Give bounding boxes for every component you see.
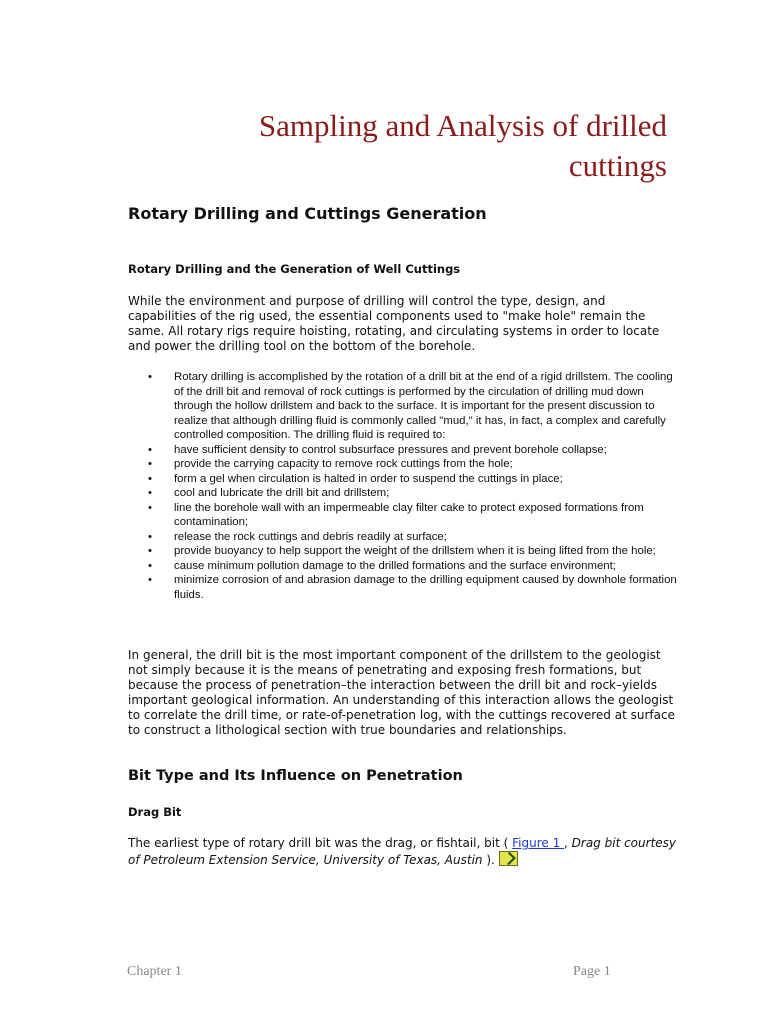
list-item: • cool and lubricate the drill bit and drillstem; [148, 486, 678, 501]
figure-caption: Drag bit courtesy of Petroleum Extension Service, University of Texas, Austin [128, 836, 677, 867]
drag-bit-text-end: ). [482, 853, 495, 867]
title-line-1: Sampling and Analysis of drilled [258, 108, 667, 143]
drag-bit-text-start: The earliest type of rotary drill bit was the drag, or fishtail, bit ( [128, 836, 513, 850]
list-item: • cause minimum pollution damage to the drilled formations and the surface environment; [148, 559, 678, 574]
list-item: • minimize corrosion of and abrasion damage to the drilling equipment caused by downhole formation fluids. [148, 573, 678, 602]
list-item: • provide the carrying capacity to remove rock cuttings from the hole; [148, 457, 678, 472]
intro-paragraph: While the environment and purpose of drilling will control the type, design, and capabilities of the rig used, the essential components used to "make hole" remain the same. All rotary rigs require hoisting, rotating, and circulating systems in order to locate and power the drilling tool on the bottom of the borehole. [128, 294, 660, 353]
subsection-heading: Rotary Drilling and the Generation of Well Cuttings [128, 262, 461, 276]
figure-separator: , [564, 836, 572, 850]
list-item: • release the rock cuttings and debris readily at surface; [148, 530, 678, 545]
list-item: • form a gel when circulation is halted in order to suspend the cuttings in place; [148, 472, 678, 487]
section-heading: Rotary Drilling and Cuttings Generation [128, 204, 487, 223]
list-item: • provide buoyancy to help support the weight of the drillstem when it is being lifted from the hole; [148, 544, 678, 559]
figure-1-link[interactable]: Figure 1 [512, 836, 565, 850]
drilling-fluid-list [148, 370, 678, 602]
document-title [147, 106, 667, 186]
drag-bit-heading: Drag Bit [128, 805, 182, 819]
title-line-2: cuttings [568, 148, 667, 183]
footer-page-number: Page 1 [573, 964, 611, 979]
bit-type-heading: Bit Type and Its Influence on Penetration [128, 768, 463, 784]
list-item: • have sufficient density to control subsurface pressures and prevent borehole collapse; [148, 443, 678, 458]
list-item: • line the borehole wall with an impermeable clay filter cake to protect exposed formations from contamination; [148, 501, 678, 530]
drag-bit-paragraph [128, 836, 676, 868]
footer-chapter: Chapter 1 [127, 964, 182, 979]
document-view-icon[interactable] [499, 851, 518, 866]
list-item: • Rotary drilling is accomplished by the rotation of a drill bit at the end of a rigid drillstem. The cooling of the drill bit and removal of rock cuttings is performed by the circulation of drilling mud down through the hollow drillstem and back to the surface. It is important for the present discussion to realize that although drilling fluid is commonly called "mud," it has, in fact, a complex and carefully controlled composition. The drilling fluid is required to: [148, 370, 678, 443]
general-paragraph: In general, the drill bit is the most important component of the drillstem to the geologist not simply because it is the means of penetrating and exposing fresh formations, but because the process of penetration–the interaction between the drill bit and rock–yields important geological information. An understanding of this interaction allows the geologist to correlate the drill time, or rate-of-penetration log, with the cuttings recovered at surface to construct a lithological section with true boundaries and relationships. [128, 648, 675, 737]
